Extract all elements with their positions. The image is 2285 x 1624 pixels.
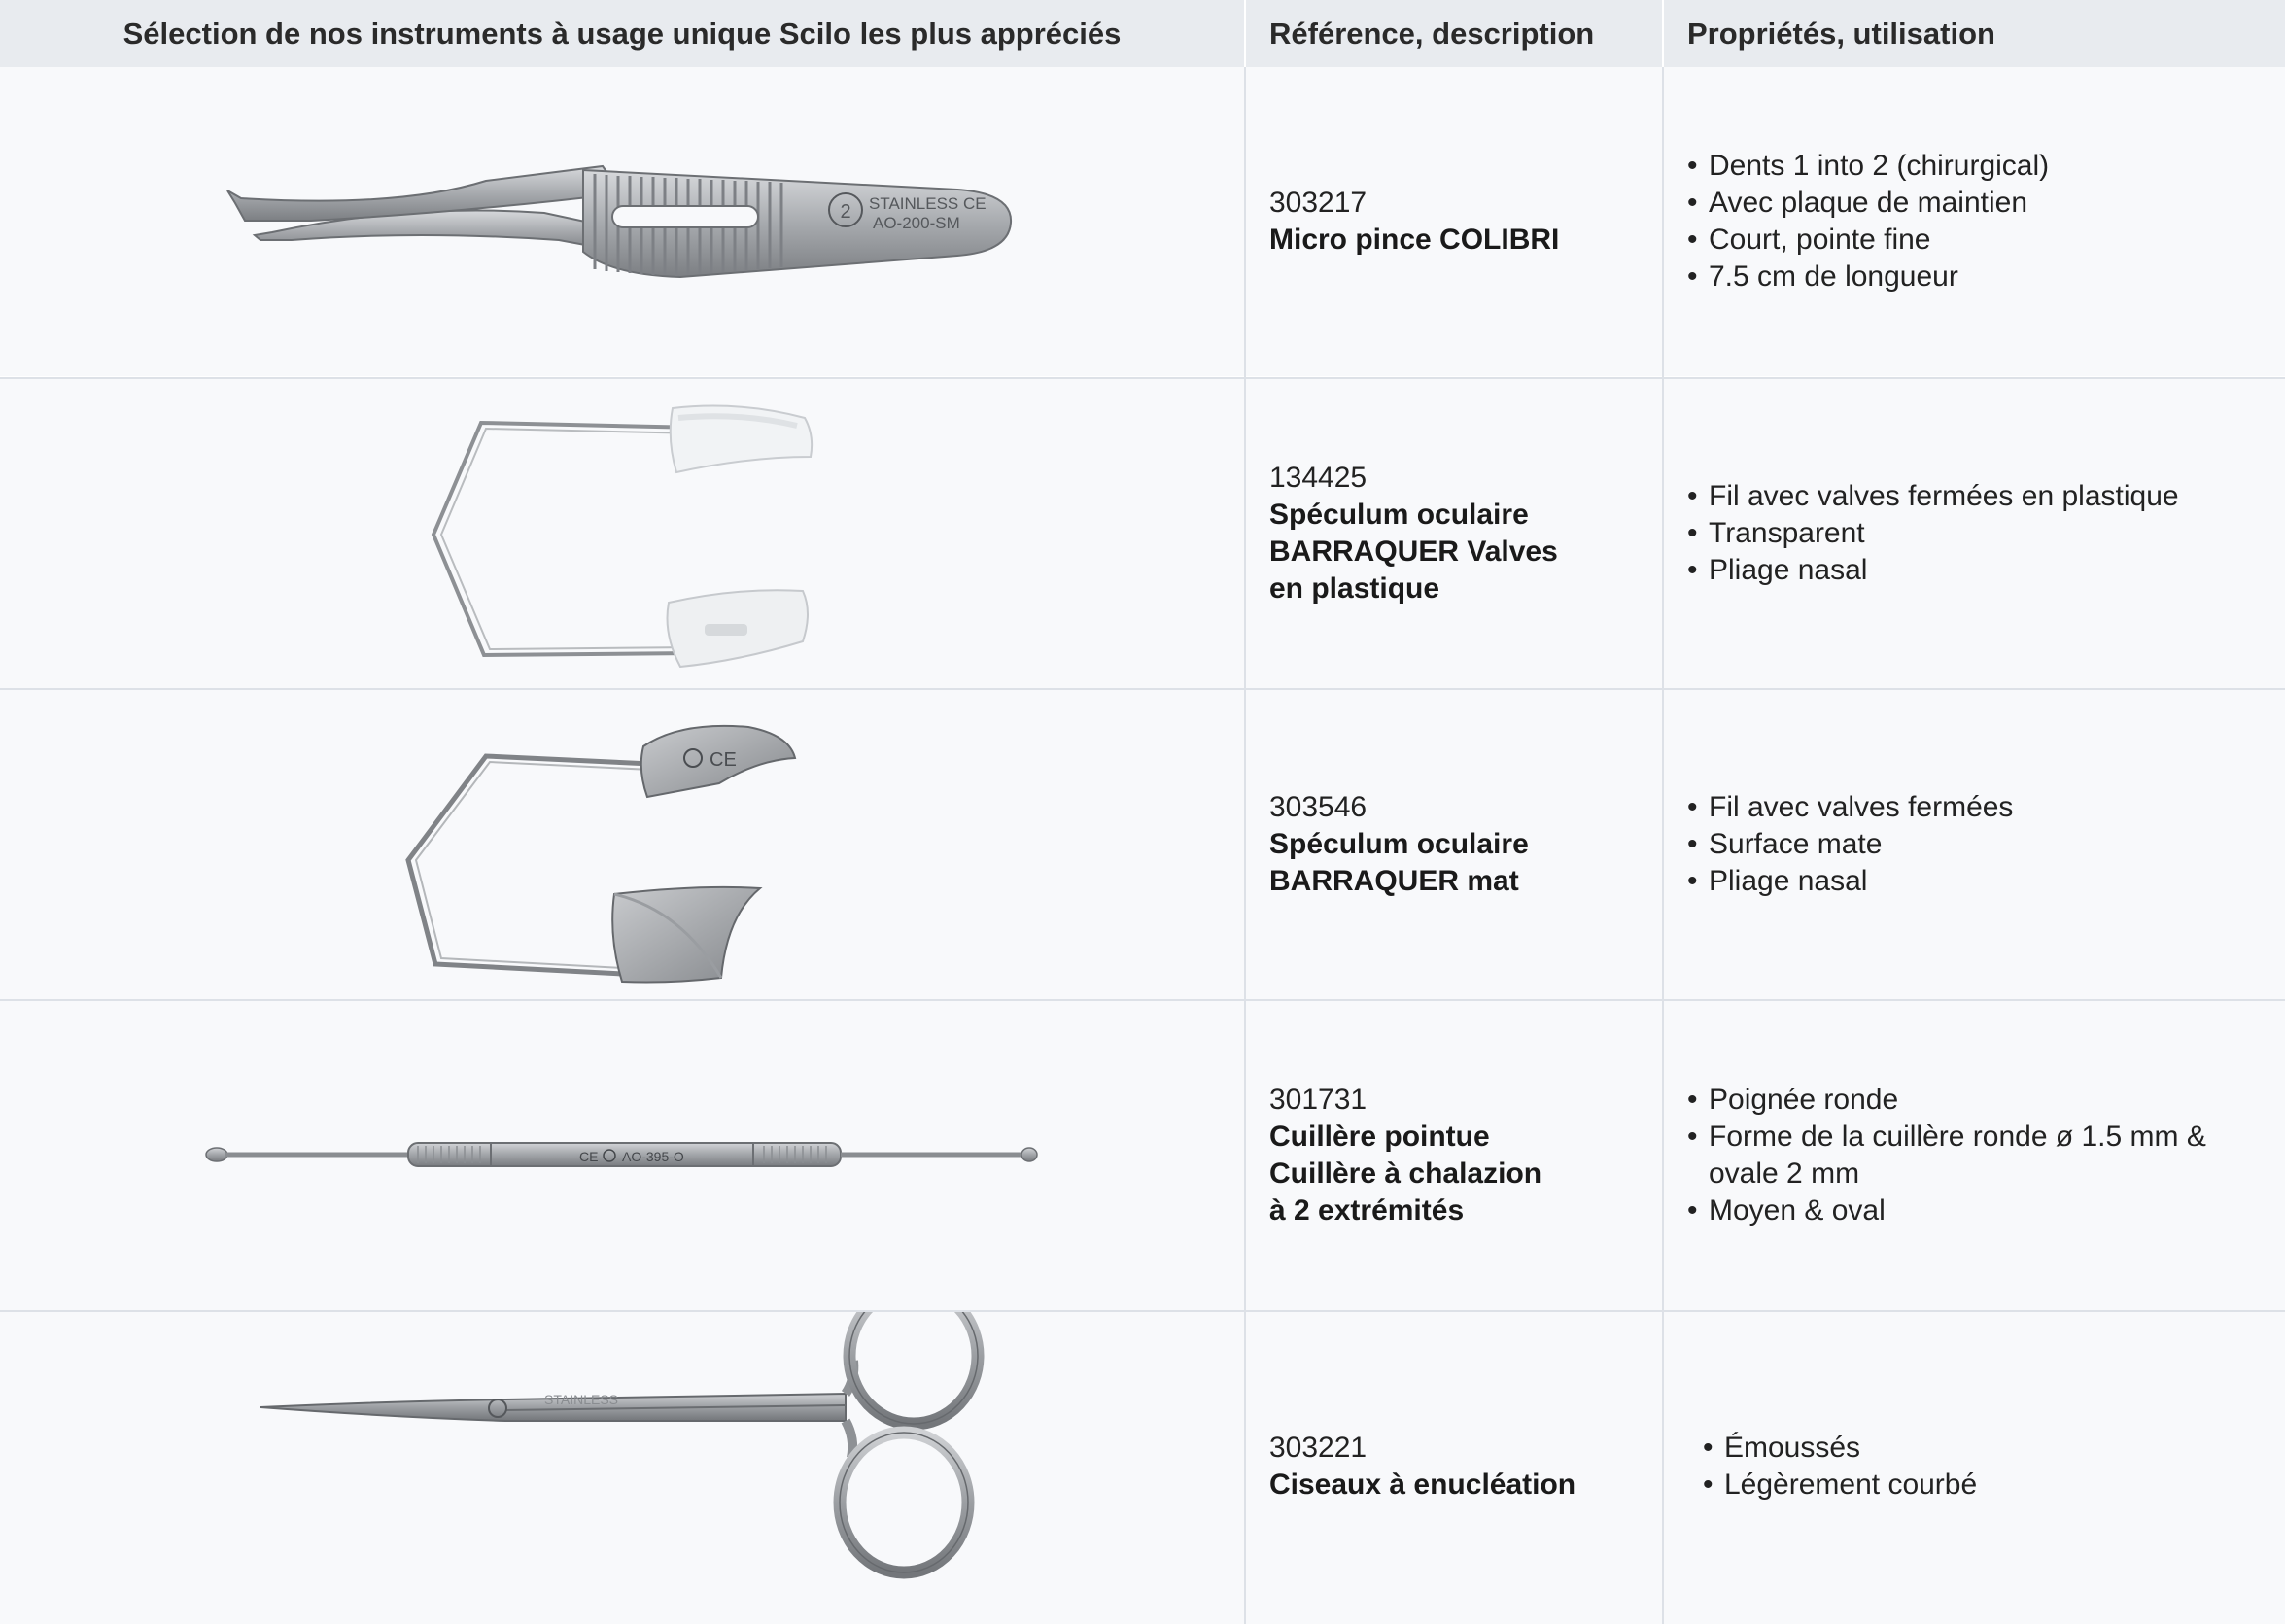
property-item: • Court, pointe fine [1687,222,2246,259]
property-item: • Fil avec valves fermées [1687,789,2246,826]
reference-code: 301731 [1269,1084,1368,1116]
reference-code: 303217 [1269,187,1368,219]
table-header [0,0,2285,67]
table-row [0,1001,2285,1310]
table-row [0,379,2285,688]
property-item: • Légèrement courbé [1703,1467,2246,1503]
property-item: • Forme de la cuillère ronde ø 1.5 mm & ovale 2 mm [1687,1119,2246,1192]
reference-code: 134425 [1269,462,1368,494]
instrument-name: Ciseaux à enucléation [1269,1469,1576,1501]
reference-cell [1246,690,1662,999]
reference-cell [1246,1312,1662,1621]
instrument-name: Cuillère à chalazion [1269,1158,1542,1190]
instrument-image-enucleation-scissors [0,1312,1244,1621]
header-properties: Propriétés, utilisation [1687,16,1995,51]
instrument-name: en plastique [1269,572,1440,605]
reference-code: 303221 [1269,1432,1368,1464]
table-row [0,1312,2285,1624]
instrument-image-double-ended-curette [0,1001,1244,1310]
engraving-ce: CE [579,1149,599,1164]
properties-cell [1664,67,2285,376]
instrument-name: à 2 extrémités [1269,1194,1465,1227]
engraving-code: AO-200-SM [873,214,960,232]
property-item: • Avec plaque de maintien [1687,185,2246,222]
engraving-code: AO-395-O [622,1149,684,1164]
property-item: • Fil avec valves fermées en plastique [1687,478,2246,515]
column-divider [1244,67,1246,1624]
instrument-name: BARRAQUER mat [1269,865,1519,897]
instrument-name: Spéculum oculaire [1269,828,1529,860]
instrument-image-micro-forceps [0,67,1244,376]
instrument-name: Cuillère pointue [1269,1121,1490,1153]
property-item: • Émoussés [1703,1430,2246,1467]
svg-text:STAINLESS: STAINLESS [544,1392,618,1407]
properties-cell [1664,690,2285,999]
property-item: • Transparent [1687,515,2246,552]
instrument-name: Spéculum oculaire [1269,499,1529,531]
instrument-name: Micro pince COLIBRI [1269,224,1560,256]
property-item: • Poignée ronde [1687,1082,2246,1119]
svg-text:2: 2 [840,201,851,223]
instrument-image-eye-speculum-matte [0,690,1244,999]
property-item: • Pliage nasal [1687,552,2246,589]
column-divider [1662,67,1664,1624]
table-row [0,690,2285,999]
property-item: • Moyen & oval [1687,1192,2246,1229]
instrument-name: BARRAQUER Valves [1269,536,1558,568]
engraving-stainless: STAINLESS CE [869,194,987,213]
instrument-image-eye-speculum-plastic [0,379,1244,688]
reference-code: 303546 [1269,791,1368,823]
properties-cell [1664,1001,2285,1310]
properties-cell [1664,1312,2285,1621]
reference-cell [1246,379,1662,688]
header-selection: Sélection de nos instruments à usage unique Scilo les plus appréciés [122,16,1122,51]
property-item: • Surface mate [1687,826,2246,863]
engraving-ce: CE [710,749,737,771]
reference-cell [1246,67,1662,376]
property-item: • Dents 1 into 2 (chirurgical) [1687,148,2246,185]
properties-cell [1664,379,2285,688]
header-reference: Référence, description [1269,16,1595,51]
property-item: • 7.5 cm de longueur [1687,259,2246,295]
reference-cell [1246,1001,1662,1310]
property-item: • Pliage nasal [1687,863,2246,900]
table-row [0,67,2285,376]
